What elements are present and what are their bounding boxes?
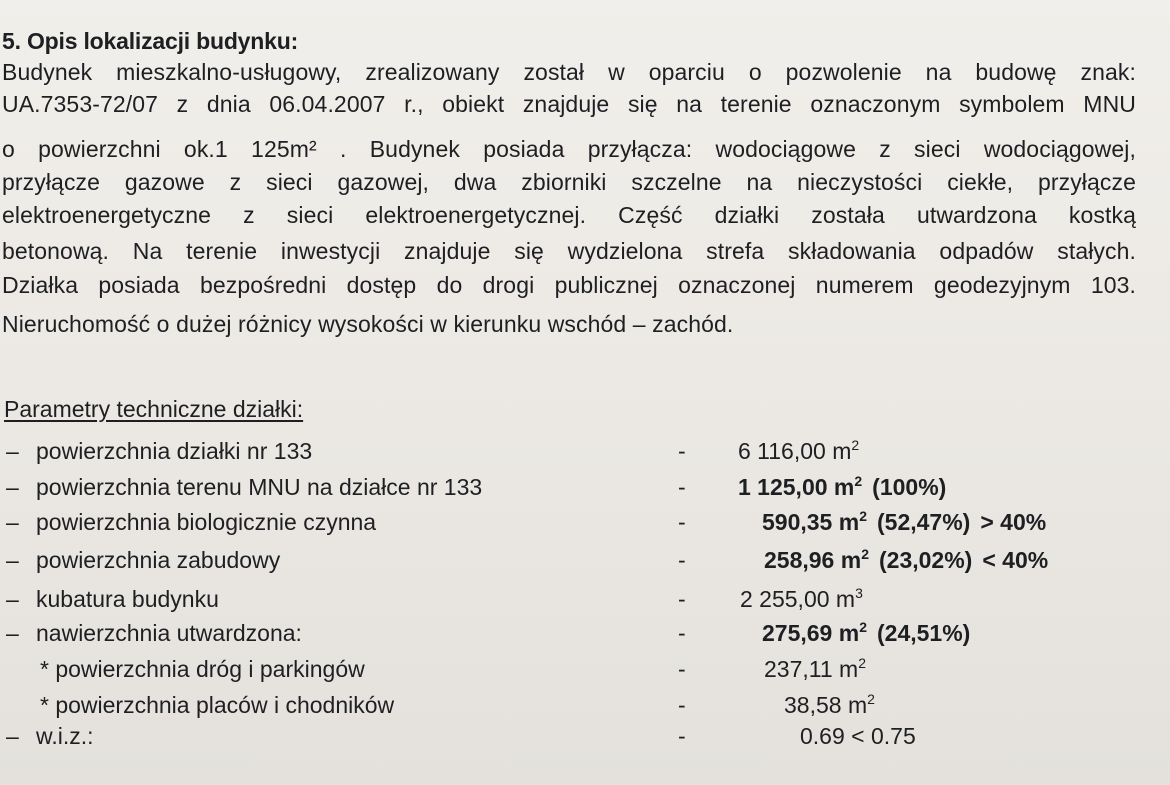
bullet: –: [6, 438, 19, 464]
parameter-value: 2 255,00 $m^3$: [740, 585, 863, 612]
parameter-value: 237,11 $m^2$: [764, 655, 866, 682]
parameter-label: kubatura budynku: [36, 586, 219, 612]
bullet: –: [6, 547, 19, 573]
description-line: Nieruchomość o dużej różnicy wysokości w kierunku wschód – zachód.: [2, 311, 734, 337]
parameter-value: 38,58 $m^2$: [784, 691, 875, 718]
separator-dash: -: [678, 547, 686, 573]
parameter-row: [0, 692, 1170, 722]
parameters-title: Parametry techniczne działki:: [4, 396, 304, 422]
separator-dash: -: [678, 586, 686, 612]
description-line: Budynek mieszkalno-usługowy, zrealizowany został w oparciu o pozwolenie na budowę znak:: [2, 59, 1136, 85]
description-line: Działka posiada bezpośredni dostęp do drogi publicznej oznaczonej numerem geodezyjnym 103.: [2, 272, 1136, 298]
parameter-row: [0, 586, 1170, 616]
parameter-label: powierzchnia zabudowy: [36, 547, 281, 573]
parameter-row: [0, 438, 1170, 468]
section-heading: 5. Opis lokalizacji budynku:: [2, 28, 299, 54]
parameter-value: 258,96 $m^2$ (23,02%) < 40%: [764, 546, 1049, 573]
parameter-percent: (23,02%): [879, 547, 973, 573]
description-line: elektroenergetyczne z sieci elektroenergetycznej. Część działki została utwardzona kostką: [2, 202, 1136, 228]
parameter-label: powierzchnia działki nr 133: [36, 438, 313, 464]
description-line: przyłącze gazowe z sieci gazowej, dwa zbiorniki szczelne na nieczystości ciekłe, przyłącze: [2, 169, 1136, 195]
parameter-label: powierzchnia terenu MNU na działce nr 133: [36, 474, 483, 500]
parameter-comparison: < 40%: [982, 547, 1049, 573]
parameter-label: * powierzchnia placów i chodników: [40, 692, 395, 718]
description-line: betonową. Na terenie inwestycji znajduje się wydzielona strefa składowania odpadów stałych.: [2, 238, 1136, 264]
parameter-percent: (100%): [872, 474, 947, 500]
parameter-comparison: > 40%: [980, 509, 1047, 535]
bullet: –: [6, 620, 19, 646]
bullet: –: [6, 586, 19, 612]
parameter-row: [0, 723, 1170, 753]
parameter-label: w.i.z.:: [36, 723, 94, 749]
parameter-row: [0, 474, 1170, 504]
parameter-value: 0.69 < 0.75: [800, 723, 916, 749]
parameter-value: 275,69 $m^2$ (24,51%): [762, 619, 971, 646]
separator-dash: -: [678, 438, 686, 464]
description-line: [2, 135, 1136, 163]
separator-dash: -: [678, 509, 686, 535]
parameter-value: 1 125,00 $m^2$ (100%): [738, 473, 947, 500]
parameter-value: 6 116,00 $m^2$: [738, 437, 860, 464]
separator-dash: -: [678, 620, 686, 646]
parameter-percent: (24,51%): [877, 620, 971, 646]
parameter-value: 590,35 $m^2$ (52,47%) > 40%: [762, 508, 1047, 535]
parameter-row: [0, 547, 1170, 577]
parameter-row: [0, 509, 1170, 539]
parameter-percent: (52,47%): [877, 509, 971, 535]
description-line: UA.7353-72/07 z dnia 06.04.2007 r., obiekt znajduje się na terenie oznaczonym symbolem MNU: [2, 91, 1136, 117]
separator-dash: -: [678, 474, 686, 500]
separator-dash: -: [678, 656, 686, 682]
bullet: –: [6, 723, 19, 749]
parameter-label: nawierzchnia utwardzona:: [36, 620, 302, 646]
description-line-text: o powierzchni ok.1 125m² . Budynek posiada przyłącza: wodociągowe z sieci wodociągowej,: [2, 136, 1136, 162]
bullet: –: [6, 474, 19, 500]
parameter-row: [0, 656, 1170, 686]
bullet: –: [6, 509, 19, 535]
parameter-label: * powierzchnia dróg i parkingów: [40, 656, 365, 682]
parameter-label: powierzchnia biologicznie czynna: [36, 509, 377, 535]
parameter-row: [0, 620, 1170, 650]
separator-dash: -: [678, 723, 686, 749]
separator-dash: -: [678, 692, 686, 718]
